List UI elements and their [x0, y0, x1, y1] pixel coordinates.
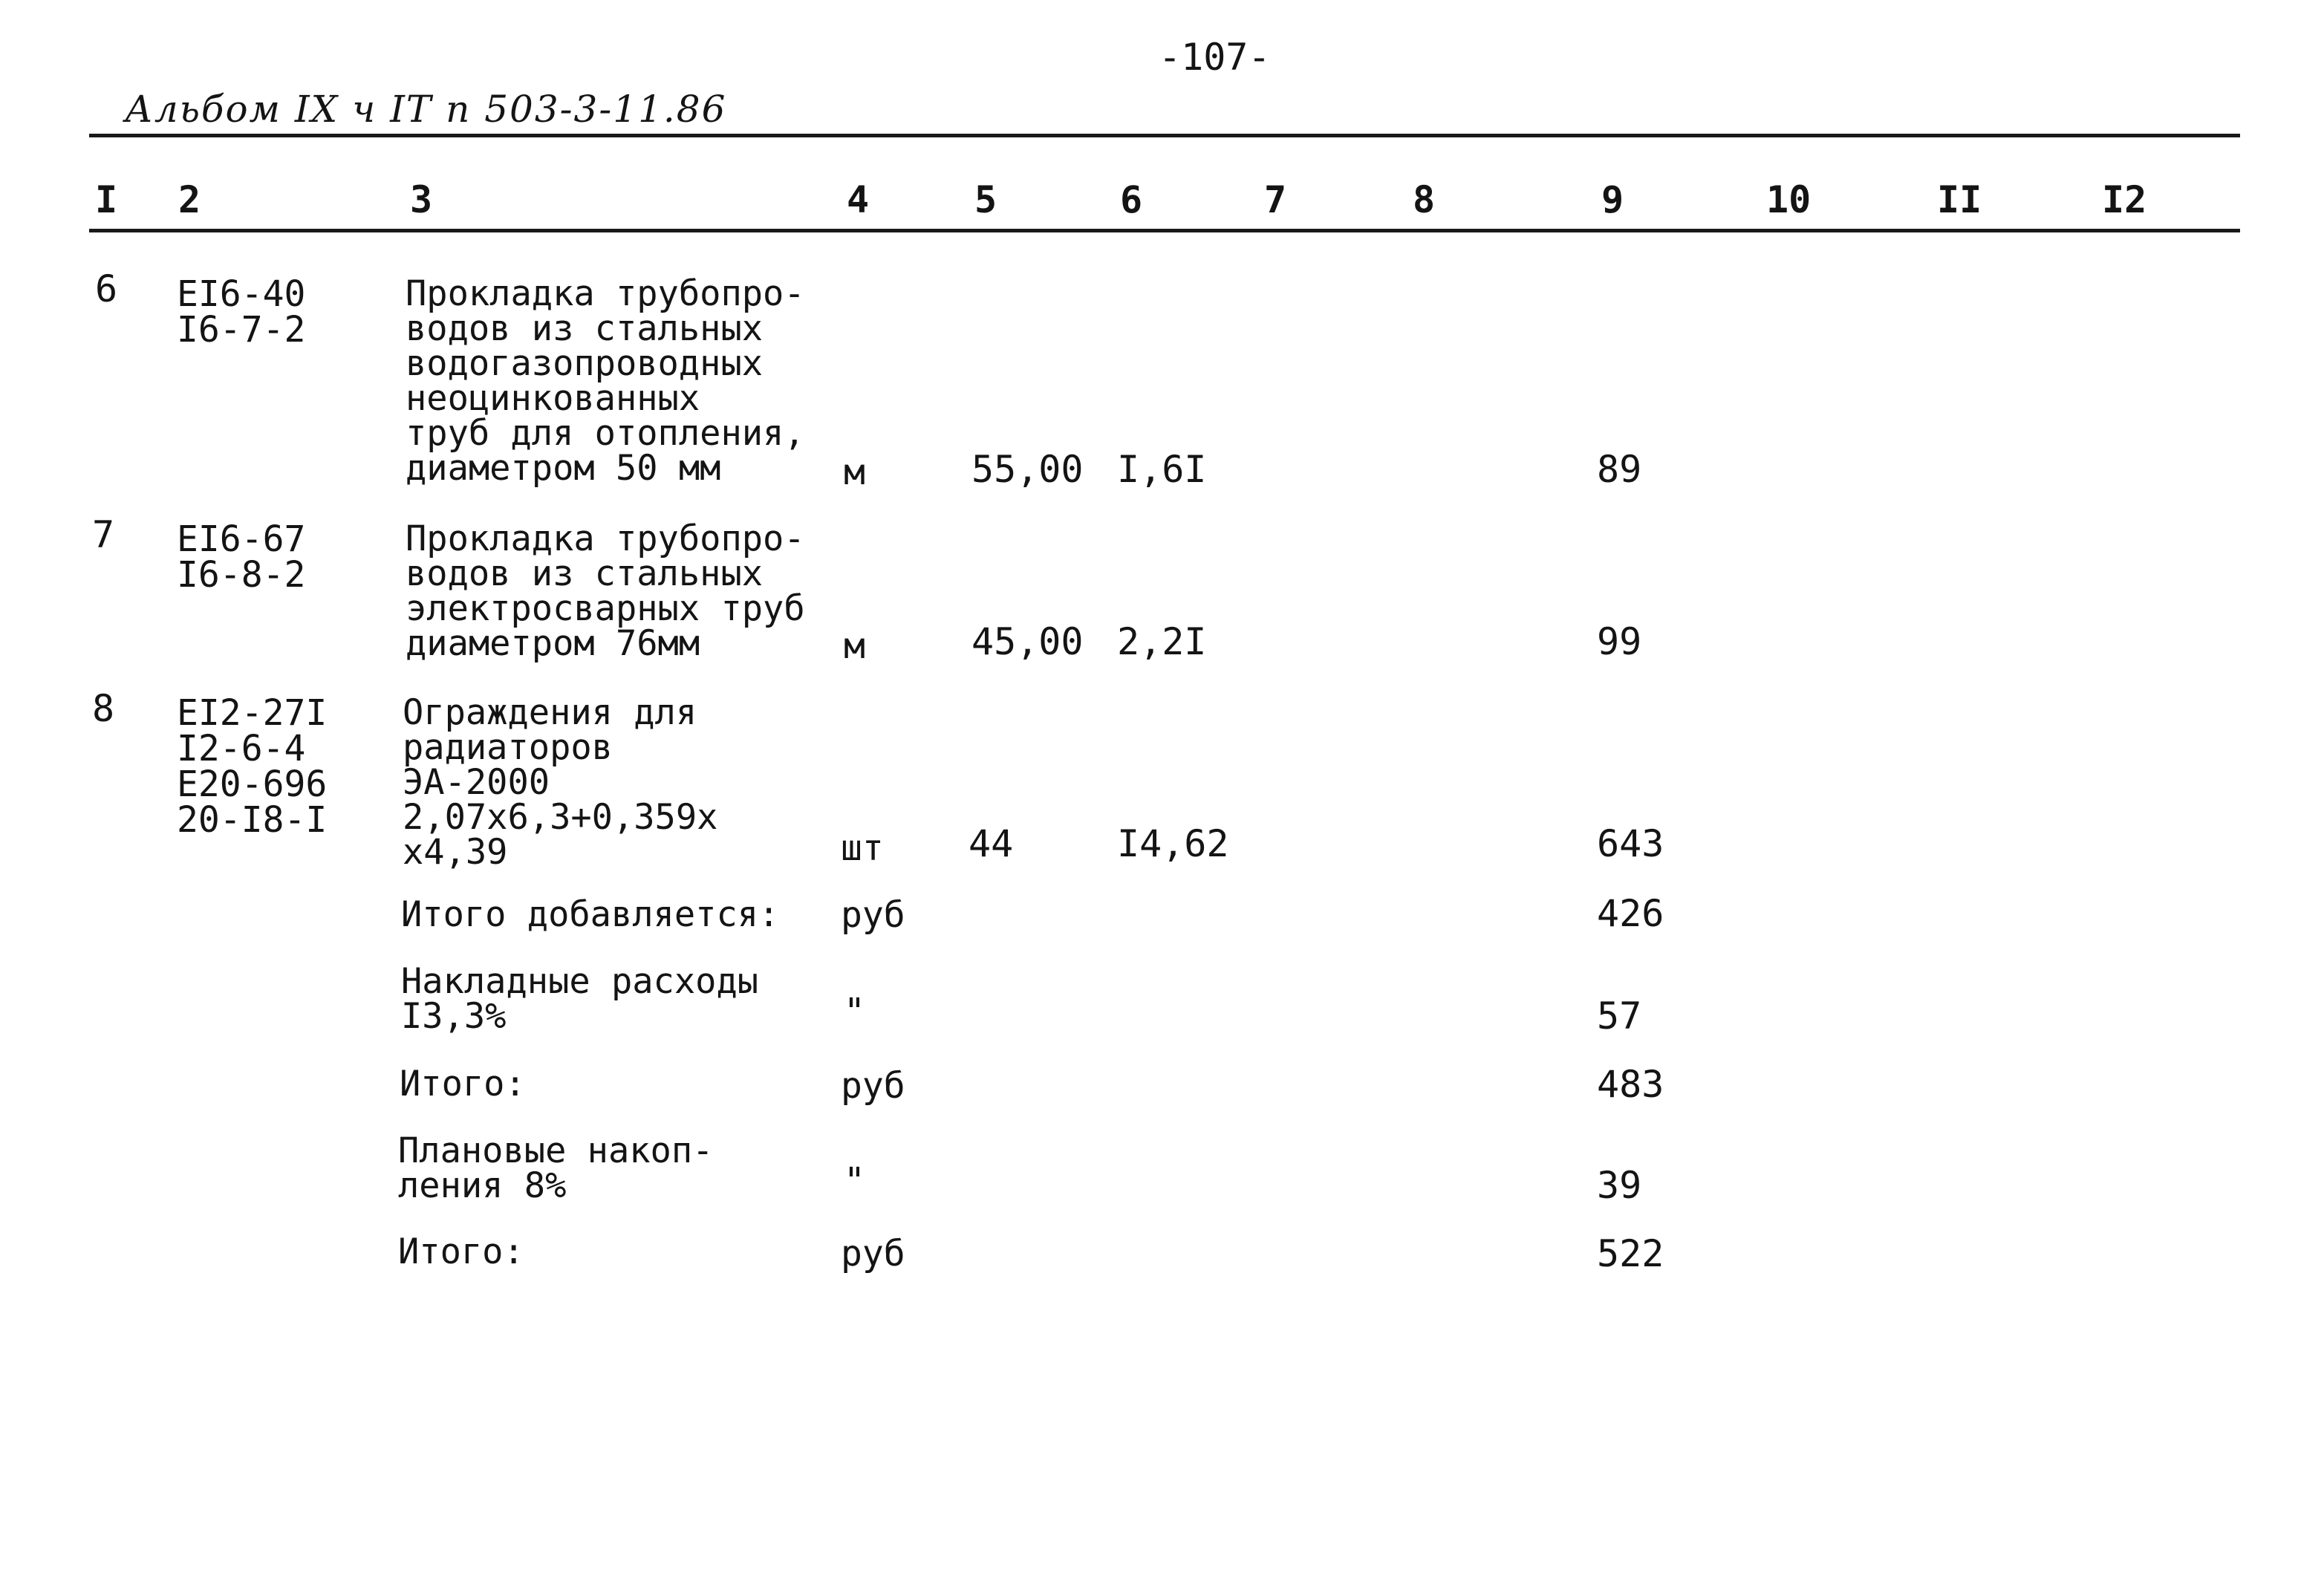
- column-number-7: 7: [1264, 178, 1287, 221]
- summary-total: 483: [1597, 1063, 1664, 1106]
- column-number-12: I2: [2102, 178, 2147, 221]
- unit: м: [844, 625, 865, 667]
- unit-price: 2,2I: [1117, 620, 1207, 663]
- column-number-5: 5: [974, 178, 997, 221]
- summary-total: 57: [1597, 994, 1642, 1038]
- work-description: Прокладка трубопро- водов из стальных водогазопроводных неоцинкованных труб для отопления, диаметром 50 мм: [406, 273, 805, 489]
- summary-label: Итого:: [398, 1231, 524, 1272]
- summary-total: 522: [1597, 1232, 1664, 1275]
- column-number-8: 8: [1413, 178, 1436, 221]
- row-number: 7: [92, 513, 115, 556]
- column-number-6: 6: [1120, 178, 1143, 221]
- column-number-3: 3: [410, 178, 433, 221]
- page-number: -107-: [1159, 36, 1271, 79]
- norm-code: EI6-40 I6-7-2: [177, 273, 306, 351]
- summary-total: 39: [1597, 1164, 1642, 1207]
- unit-price: I4,62: [1117, 822, 1229, 865]
- column-number-10: 10: [1766, 178, 1812, 221]
- norm-code: EI2-27I I2-6-4 E20-696 20-I8-I: [177, 692, 328, 841]
- unit: шт: [841, 827, 884, 869]
- total-cost: 99: [1597, 620, 1642, 663]
- quantity: 44: [969, 822, 1014, 865]
- total-cost: 643: [1597, 822, 1664, 865]
- summary-unit: руб: [841, 1233, 905, 1274]
- row-number: 8: [92, 687, 115, 730]
- header-rule: [89, 229, 2240, 232]
- total-cost: 89: [1597, 448, 1642, 491]
- summary-unit: ": [844, 1160, 865, 1202]
- quantity: 55,00: [971, 448, 1084, 491]
- summary-label: Накладные расходы I3,3%: [401, 961, 759, 1037]
- quantity: 45,00: [971, 620, 1084, 663]
- unit: м: [844, 452, 865, 493]
- column-number-4: 4: [847, 178, 870, 221]
- summary-label: Плановые накоп- ления 8%: [398, 1130, 714, 1206]
- column-number-9: 9: [1601, 178, 1624, 221]
- summary-label: Итого добавляется:: [401, 894, 780, 935]
- unit-price: I,6I: [1117, 448, 1207, 491]
- row-number: 6: [95, 267, 118, 310]
- top-rule: [89, 134, 2240, 137]
- norm-code: EI6-67 I6-8-2: [177, 518, 306, 596]
- work-description: Ограждения для радиаторов ЭА-2000 2,07x6,3+0,359x x4,39: [403, 692, 718, 873]
- summary-unit: руб: [841, 1065, 905, 1107]
- summary-unit: руб: [841, 894, 905, 936]
- summary-total: 426: [1597, 892, 1664, 935]
- album-reference: Альбом IX ч IT п 503-3-11.86: [125, 88, 727, 131]
- summary-unit: ": [844, 991, 865, 1032]
- column-number-2: 2: [178, 178, 201, 221]
- summary-label: Итого:: [400, 1064, 526, 1104]
- column-number-11: II: [1937, 178, 1982, 221]
- work-description: Прокладка трубопро- водов из стальных электросварных труб диаметром 76мм: [406, 518, 805, 664]
- column-number-1: I: [95, 178, 118, 221]
